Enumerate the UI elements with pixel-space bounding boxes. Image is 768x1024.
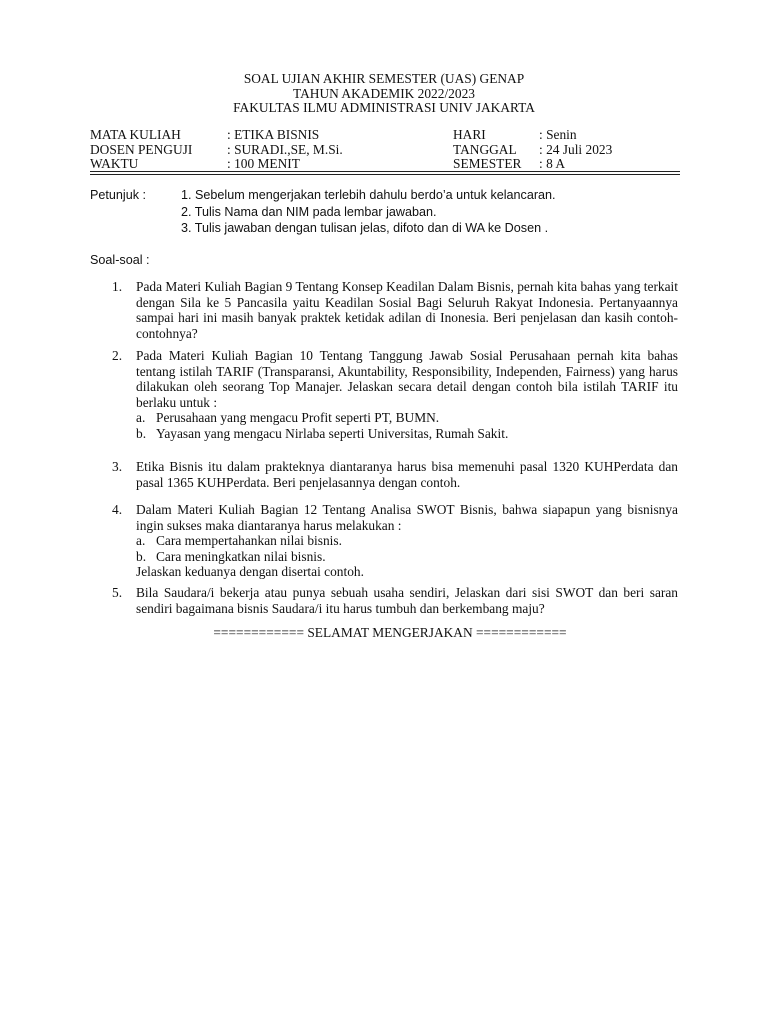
- closing-message: ============ SELAMAT MENGERJAKAN ============: [213, 625, 567, 640]
- header-faculty: FAKULTAS ILMU ADMINISTRASI UNIV JAKARTA: [233, 100, 535, 115]
- question-5: [112, 585, 678, 616]
- info-label: HARI: [453, 127, 486, 142]
- question-body: [136, 348, 678, 442]
- info-row: [90, 127, 680, 142]
- sub-item: [136, 533, 678, 549]
- info-value: : 24 Juli 2023: [539, 141, 613, 157]
- info-value: : 8 A: [539, 156, 566, 171]
- sub-item: [136, 410, 678, 426]
- sub-item-letter: b.: [136, 425, 147, 441]
- question-4: [112, 502, 678, 580]
- question-text: Pada Materi Kuliah Bagian 9 Tentang Konsep Keadilan Dalam Bisnis, pernah kita bahas yang terkait dengan Sila ke 5 Pancasila yaitu Keadilan Sosial Bagi Seluruh Rakyat Indonesia. Pertanyaannya sampai hari ini masih banyak praktek ketidak adilan di Inonesia. Beri penjelasan dan kasih contoh-contohnya?: [136, 279, 678, 341]
- info-value: : SURADI.,SE, M.Si.: [227, 141, 343, 157]
- sub-item-letter: a.: [136, 410, 146, 426]
- question-text: Pada Materi Kuliah Bagian 10 Tentang Tanggung Jawab Sosial Perusahaan pernah kita bahas tentang istilah TARIF (Transparansi, Akuntability, Responsibility, Independen, Fairness) yang harus dilakukan oleh seorang Top Manajer. Jelaskan secara detail dengan contoh bila istilah TARIF itu berlaku untuk :: [136, 348, 678, 410]
- instruction-item: 1. Sebelum mengerjakan terlebih dahulu berdo’a untuk kelancaran.: [181, 188, 556, 202]
- question-followup: Jelaskan keduanya dengan disertai contoh.: [136, 564, 364, 580]
- sub-item-text: Yayasan yang mengacu Nirlaba seperti Universitas, Rumah Sakit.: [156, 425, 509, 441]
- question-2: [112, 348, 678, 442]
- instruction-item: 2. Tulis Nama dan NIM pada lembar jawaban.: [181, 204, 437, 219]
- question-text: Bila Saudara/i bekerja atau punya sebuah usaha sendiri, Jelaskan dari sisi SWOT dan beri saran sendiri bagaimana bisnis Saudara/i itu harus tumbuh dan berkembang maju?: [136, 585, 678, 616]
- question-number: 4.: [112, 502, 123, 517]
- question-number: 1.: [112, 279, 123, 294]
- question-text: Dalam Materi Kuliah Bagian 12 Tentang Analisa SWOT Bisnis, bahwa siapapun yang bisnisnya ingin sukses maka diantaranya harus melakukan :: [136, 502, 678, 533]
- instruction-item: 3. Tulis jawaban dengan tulisan jelas, difoto dan di WA ke Dosen .: [181, 221, 549, 235]
- info-value: : ETIKA BISNIS: [227, 127, 320, 142]
- question-text: Etika Bisnis itu dalam prakteknya diantaranya harus bisa memenuhi pasal 1320 KUHPerdata dan pasal 1365 KUHPerdata. Beri penjelasannya dengan contoh.: [136, 459, 678, 490]
- info-label: TANGGAL: [453, 141, 517, 157]
- divider-line: [90, 174, 680, 175]
- info-label: WAKTU: [90, 156, 139, 171]
- question-number: 3.: [112, 459, 123, 474]
- questions-label: Soal-soal :: [90, 253, 150, 267]
- info-value: : Senin: [539, 127, 577, 142]
- question-number: 5.: [112, 585, 123, 600]
- sub-item: [136, 549, 678, 565]
- question-3: [112, 459, 678, 490]
- sub-item-letter: b.: [136, 548, 147, 564]
- document-header: [90, 72, 678, 116]
- header-academic-year: TAHUN AKADEMIK 2022/2023: [293, 85, 475, 101]
- divider-line: [90, 171, 680, 172]
- question-1: [112, 279, 678, 341]
- header-title: SOAL UJIAN AKHIR SEMESTER (UAS) GENAP: [243, 71, 525, 86]
- info-label: DOSEN PENGUJI: [90, 141, 193, 157]
- instructions-list: [181, 188, 556, 238]
- sub-item-letter: a.: [136, 533, 146, 549]
- info-label: SEMESTER: [453, 156, 522, 171]
- sub-item-text: Cara meningkatkan nilai bisnis.: [156, 548, 326, 564]
- sub-item-text: Perusahaan yang mengacu Profit seperti PT, BUMN.: [156, 410, 440, 426]
- info-label: MATA KULIAH: [90, 127, 181, 142]
- question-body: [136, 502, 678, 580]
- info-row: [90, 156, 680, 171]
- sub-item: [136, 426, 678, 442]
- info-row: [90, 142, 680, 157]
- exam-info-table: [90, 127, 680, 171]
- instructions-label: Petunjuk :: [90, 188, 147, 202]
- question-number: 2.: [112, 348, 123, 363]
- info-value: : 100 MENIT: [227, 156, 300, 171]
- sub-item-text: Cara mempertahankan nilai bisnis.: [156, 533, 342, 549]
